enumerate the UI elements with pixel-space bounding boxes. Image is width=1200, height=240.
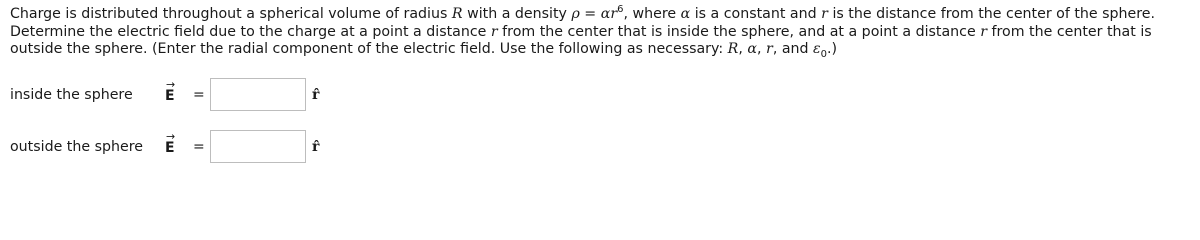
- equals-sign: =: [193, 139, 205, 155]
- inside-sphere-answer-input[interactable]: [210, 78, 306, 111]
- equals-sign: =: [193, 87, 205, 103]
- inside-sphere-label: inside the sphere: [10, 87, 133, 103]
- outside-sphere-answer-input[interactable]: [210, 130, 306, 163]
- vector-arrow-icon: →: [166, 130, 176, 143]
- outside-sphere-row: outside the sphere → E = r̂: [10, 130, 410, 166]
- vector-arrow-icon: →: [166, 78, 176, 91]
- r-hat-unit-vector: r̂: [312, 87, 320, 103]
- inside-sphere-row: inside the sphere → E = r̂: [10, 78, 410, 114]
- outside-sphere-label: outside the sphere: [10, 139, 143, 155]
- problem-statement: Charge is distributed throughout a spherical volume of radius R with a density $\rho = \alpha r^6$, where α is a constant and r is the distance from the center of the sphere. Determine the electric field due to the charge at a point a distance r from the center that is inside the sphere, and at a point a distance r from the center that is outside the sphere. (Enter the radial component of the electric field. Use the following as necessary: R, α, r, and $\varepsilon_0$.): [10, 4, 1156, 60]
- r-hat-unit-vector: r̂: [312, 139, 320, 155]
